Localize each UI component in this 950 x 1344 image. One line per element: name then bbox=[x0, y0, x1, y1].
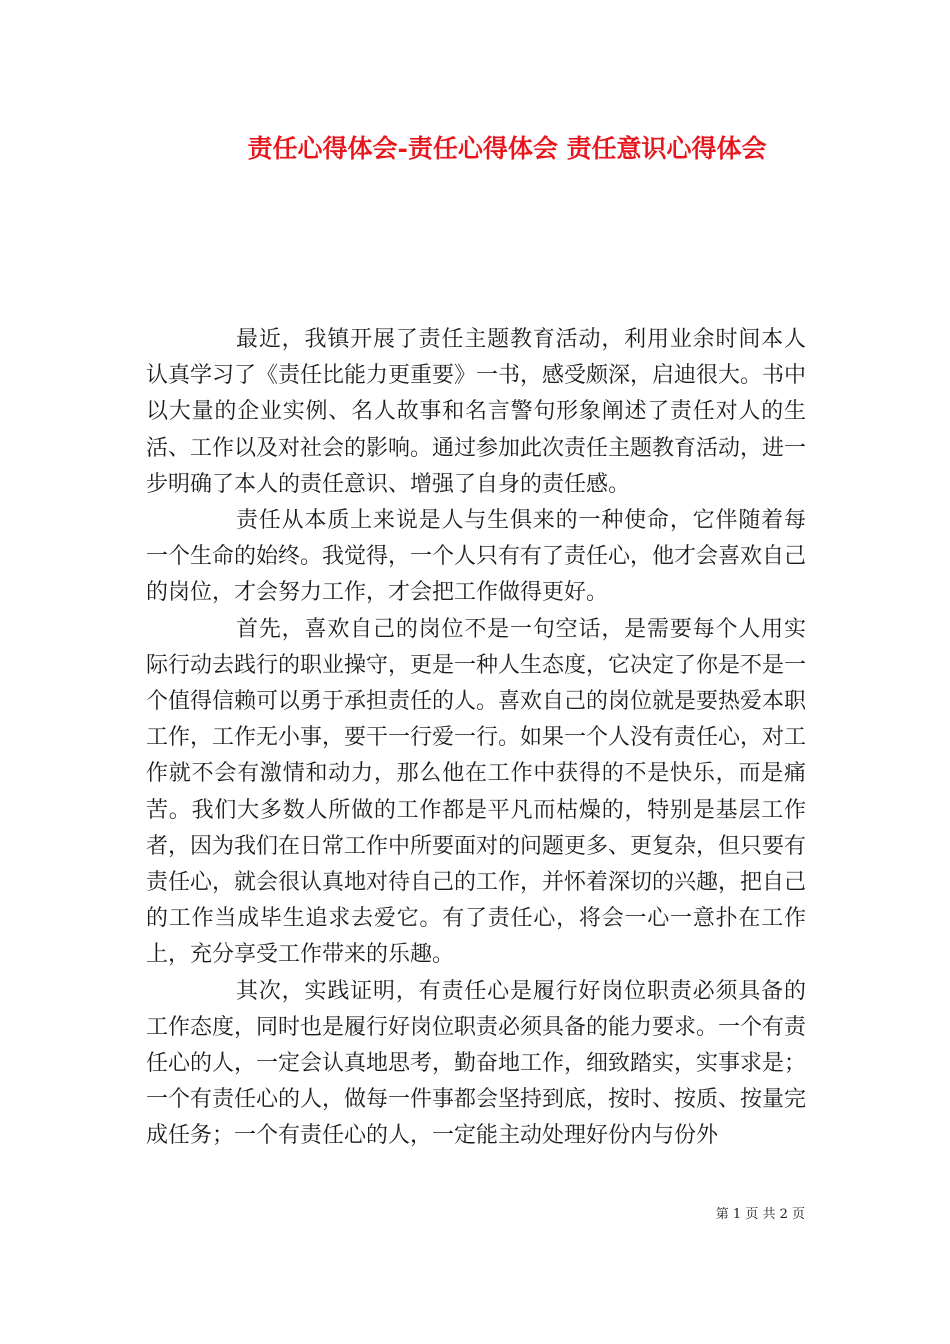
document-body bbox=[146, 322, 806, 1155]
page-number-footer: 第 1 页 共 2 页 bbox=[715, 1207, 805, 1222]
document-title: 责任心得体会-责任心得体会 责任意识心得体会 bbox=[247, 134, 767, 163]
paragraph-2: 责任从本质上来说是人与生俱来的一种使命，它伴随着每一个生命的始终。我觉得，一个人只有有了责任心，他才会喜欢自己的岗位，才会努力工作，才会把工作做得更好。 bbox=[146, 508, 807, 606]
paragraph-3: 首先，喜欢自己的岗位不是一句空话，是需要每个人用实际行动去践行的职业操守，更是一种人生态度，它决定了你是不是一个值得信赖可以勇于承担责任的人。喜欢自己的岗位就是要热爱本职工作，工作无小事，要干一行爱一行。如果一个人没有责任心，对工作就不会有激情和动力，那么他在工作中获得的不是快乐，而是痛苦。我们大多数人所做的工作都是平凡而枯燥的，特别是基层工作者，因为我们在日常工作中所要面对的问题更多、更复杂，但只要有责任心，就会很认真地对待自己的工作，并怀着深切的兴趣，把自己的工作当成毕生追求去爱它。有了责任心，将会一心一意扑在工作上，充分享受工作带来的乐趣。 bbox=[146, 616, 807, 968]
paragraph-4: 其次，实践证明，有责任心是履行好岗位职责必须具备的工作态度，同时也是履行好岗位职责必须具备的能力要求。一个有责任心的人，一定会认真地思考，勤奋地工作，细致踏实，实事求是；一个有责任心的人，做每一件事都会坚持到底，按时、按质、按量完成任务；一个有责任心的人，一定能主动处理好份内与份外 bbox=[146, 978, 807, 1149]
paragraph-1: 最近，我镇开展了责任主题教育活动，利用业余时间本人认真学习了《责任比能力更重要》一书，感受颇深，启迪很大。书中以大量的企业实例、名人故事和名言警句形象阐述了责任对人的生活、工作以及对社会的影响。通过参加此次责任主题教育活动，进一步明确了本人的责任意识、增强了自身的责任感。 bbox=[146, 327, 807, 497]
